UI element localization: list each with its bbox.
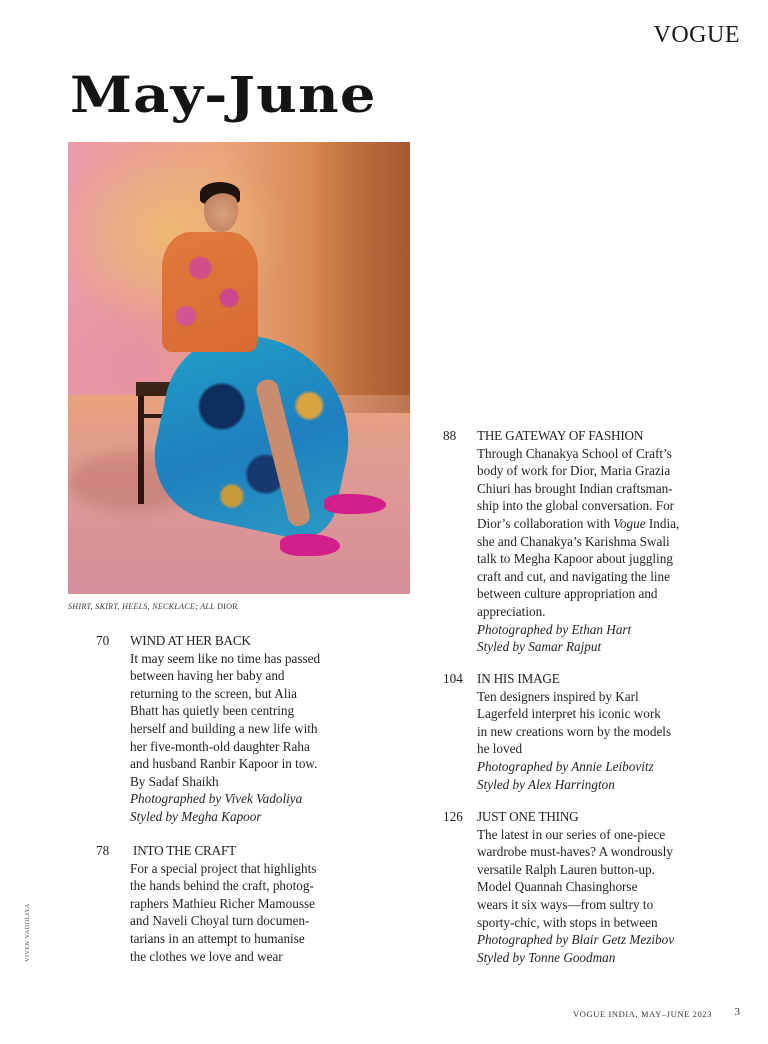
page-number: 70 <box>96 633 110 648</box>
entry-line: sporty-chic, with stops in between <box>477 914 658 930</box>
page-number: 88 <box>443 428 457 443</box>
stylist-credit: Styled by Megha Kapoor <box>130 808 262 824</box>
entry-line: she and Chanakya’s Karishma Swali <box>477 533 670 549</box>
entry-line: tarians in an attempt to humanise <box>130 930 305 946</box>
entry-line: raphers Mathieu Richer Mamousse <box>130 895 315 911</box>
photo-side-credit: VIVEK VADOLIYA <box>24 903 31 962</box>
entry-line: Model Quannah Chasinghorse <box>477 879 638 895</box>
model-shoe <box>280 534 340 556</box>
entry-line: in new creations worn by the models <box>477 723 672 739</box>
toc-entry[interactable] <box>96 632 346 826</box>
entry-line: and husband Ranbir Kapoor in tow. <box>130 756 318 772</box>
entry-line: wears it six ways—from sultry to <box>477 896 654 912</box>
page-number: 126 <box>443 809 463 824</box>
entry-headline[interactable]: WIND AT HER BACK <box>130 633 251 648</box>
entry-line: body of work for Dior, Maria Grazia <box>477 463 671 479</box>
entry-line: the hands behind the craft, photog- <box>130 878 314 894</box>
toc-entry[interactable] <box>443 808 713 966</box>
entry-line: The latest in our series of one-piece <box>477 826 666 842</box>
entry-headline[interactable]: INTO THE CRAFT <box>133 843 236 858</box>
entry-line: versatile Ralph Lauren button-up. <box>477 861 655 877</box>
entry-line: returning to the screen, but Alia <box>130 685 297 701</box>
model-head <box>204 186 238 232</box>
entry-line: the clothes we love and wear <box>130 948 283 964</box>
photo-caption <box>68 602 238 611</box>
entry-text: Dior’s collaboration with <box>477 515 614 531</box>
entry-headline[interactable]: THE GATEWAY OF FASHION <box>477 428 644 443</box>
caption-brand: DIOR <box>217 602 238 611</box>
entry-line: craft and cut, and navigating the line <box>477 568 670 584</box>
stool-leg <box>138 396 144 504</box>
photographer-credit: Photographed by Blair Getz Mezibov <box>477 932 675 948</box>
entry-line: between having her baby and <box>130 668 285 684</box>
stylist-credit: Styled by Tonne Goodman <box>477 949 616 965</box>
entry-line: appreciation. <box>477 603 546 619</box>
cover-photo <box>68 142 410 594</box>
entry-line: herself and building a new life with <box>130 720 318 736</box>
entry-line: talk to Megha Kapoor about juggling <box>477 551 673 567</box>
entry-line: For a special project that highlights <box>130 860 317 876</box>
toc-entry[interactable] <box>443 670 713 793</box>
entry-byline: By Sadaf Shaikh <box>130 773 219 789</box>
entry-line: Lagerfeld interpret his iconic work <box>477 706 661 722</box>
entry-headline[interactable]: JUST ONE THING <box>477 809 579 824</box>
entry-line: Ten designers inspired by Karl <box>477 688 639 704</box>
entry-line: he loved <box>477 741 523 757</box>
photographer-credit: Photographed by Vivek Vadoliya <box>130 791 303 807</box>
stylist-credit: Styled by Alex Harrington <box>477 776 615 792</box>
entry-line: between culture appropriation and <box>477 586 658 602</box>
photographer-credit: Photographed by Ethan Hart <box>477 621 632 637</box>
entry-line: ship into the global conversation. For <box>477 498 675 514</box>
entry-line: Chiuri has brought Indian craftsman- <box>477 480 673 496</box>
entry-line: and Naveli Choyal turn documen- <box>130 913 310 929</box>
page-number: 104 <box>443 671 463 686</box>
entry-headline[interactable]: IN HIS IMAGE <box>477 671 560 686</box>
entry-line: wardrobe must-haves? A wondrously <box>477 844 673 860</box>
entry-line: Bhatt has quietly been centring <box>130 703 295 719</box>
toc-entry[interactable] <box>96 842 346 965</box>
page-number: 78 <box>96 843 110 858</box>
footer-publication: VOGUE INDIA, MAY–JUNE 2023 <box>572 1009 712 1019</box>
magazine-name: Vogue <box>613 515 646 531</box>
page-title: May-June <box>70 65 377 124</box>
model-shoe <box>324 494 386 514</box>
entry-line: her five-month-old daughter Raha <box>130 738 310 754</box>
entry-text: India, <box>645 515 680 531</box>
brand-logo: VOGUE <box>653 22 740 48</box>
entry-line: Through Chanakya School of Craft’s <box>477 445 672 461</box>
photo-wall-shade <box>314 142 410 413</box>
entry-line <box>477 515 713 533</box>
footer-page-number: 3 <box>734 1006 740 1018</box>
entry-line: It may seem like no time has passed <box>130 650 321 666</box>
stylist-credit: Styled by Samar Rajput <box>477 639 602 655</box>
caption-items: SHIRT, SKIRT, HEELS, NECKLACE; ALL <box>68 602 215 611</box>
model-shirt <box>162 232 258 352</box>
toc-entry[interactable] <box>443 427 713 656</box>
photographer-credit: Photographed by Annie Leibovitz <box>477 758 654 774</box>
